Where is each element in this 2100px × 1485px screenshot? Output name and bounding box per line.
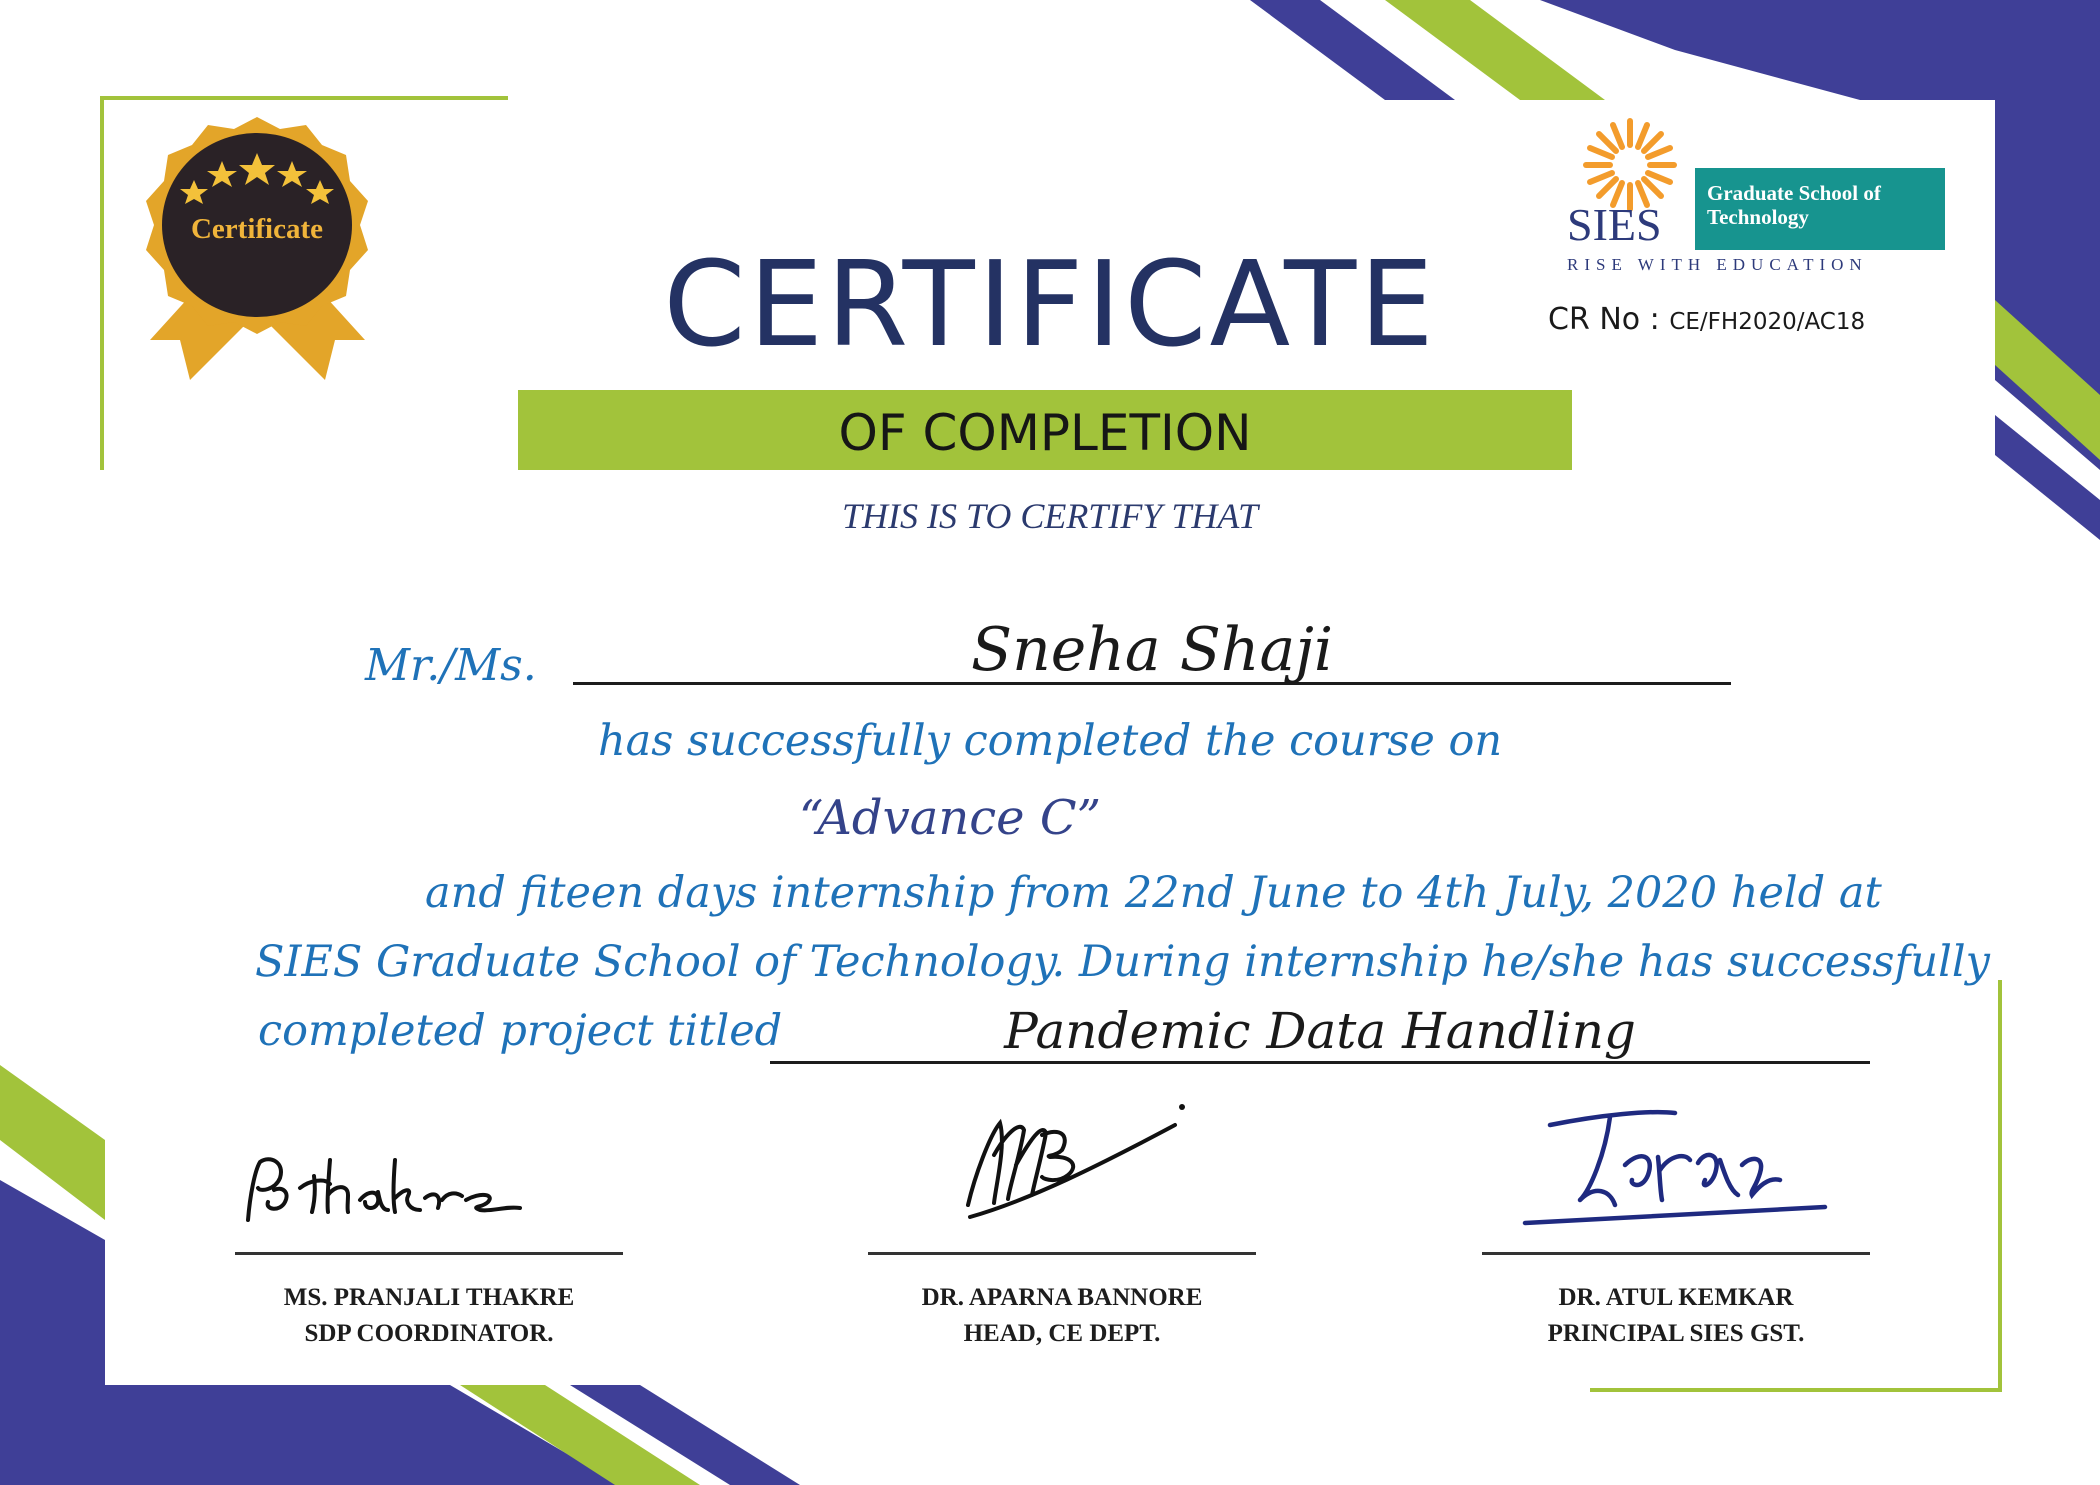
recipient-name: Sneha Shaji [970, 615, 1334, 685]
signature-stroke [248, 1159, 520, 1220]
signature-2 [950, 1095, 1200, 1225]
signatory-1 [219, 1280, 639, 1352]
project-statement: completed project titled [258, 1006, 783, 1056]
project-underline [770, 1061, 1870, 1064]
signature-1 [230, 1140, 610, 1240]
certificate-title: CERTIFICATE [663, 235, 1437, 373]
certificate-subtitle: OF COMPLETION [518, 390, 1572, 470]
seal-label: Certificate [190, 213, 324, 245]
completion-statement: has successfully completed the course on [597, 716, 1503, 766]
signatory-role: HEAD, CE DEPT. [963, 1320, 1161, 1347]
logo-name-line: Technology [1707, 205, 1809, 229]
signatory-name: DR. APARNA BANNORE [921, 1284, 1203, 1311]
internship-statement: and fiteen days internship from 22nd June to 4th July, 2020 held at [425, 868, 1882, 918]
signatory-role: SDP COORDINATOR. [304, 1320, 554, 1347]
logo-tagline: RISE WITH EDUCATION [1567, 255, 1868, 274]
signature-line-3 [1482, 1252, 1870, 1255]
certify-intro: THIS IS TO CERTIFY THAT [841, 496, 1259, 536]
project-title: Pandemic Data Handling [1004, 1002, 1636, 1060]
signature-line-2 [868, 1252, 1256, 1255]
cr-number-label: CR No : [1548, 302, 1660, 337]
signatory-3 [1466, 1280, 1886, 1352]
salutation: Mr./Ms. [365, 640, 537, 691]
signature-stroke [1525, 1112, 1825, 1223]
signatory-role: PRINCIPAL SIES GST. [1547, 1320, 1805, 1347]
signatory-name: DR. ATUL KEMKAR [1558, 1284, 1794, 1311]
signature-dot [1179, 1104, 1185, 1110]
course-name: “Advance C” [798, 790, 1102, 846]
institution-statement: SIES Graduate School of Technology. During internship he/she has successfully [255, 937, 1990, 987]
signatory-name: MS. PRANJALI THAKRE [283, 1284, 575, 1311]
signature-stroke [968, 1123, 1175, 1217]
logo-name-line: Graduate School of [1707, 181, 1881, 205]
signature-line-1 [235, 1252, 623, 1255]
cr-number-value: CE/FH2020/AC18 [1669, 309, 1866, 335]
signatory-2 [852, 1280, 1272, 1352]
signature-3 [1520, 1095, 1830, 1235]
logo-mark: SIES [1567, 199, 1662, 250]
sun-icon [1586, 121, 1674, 209]
